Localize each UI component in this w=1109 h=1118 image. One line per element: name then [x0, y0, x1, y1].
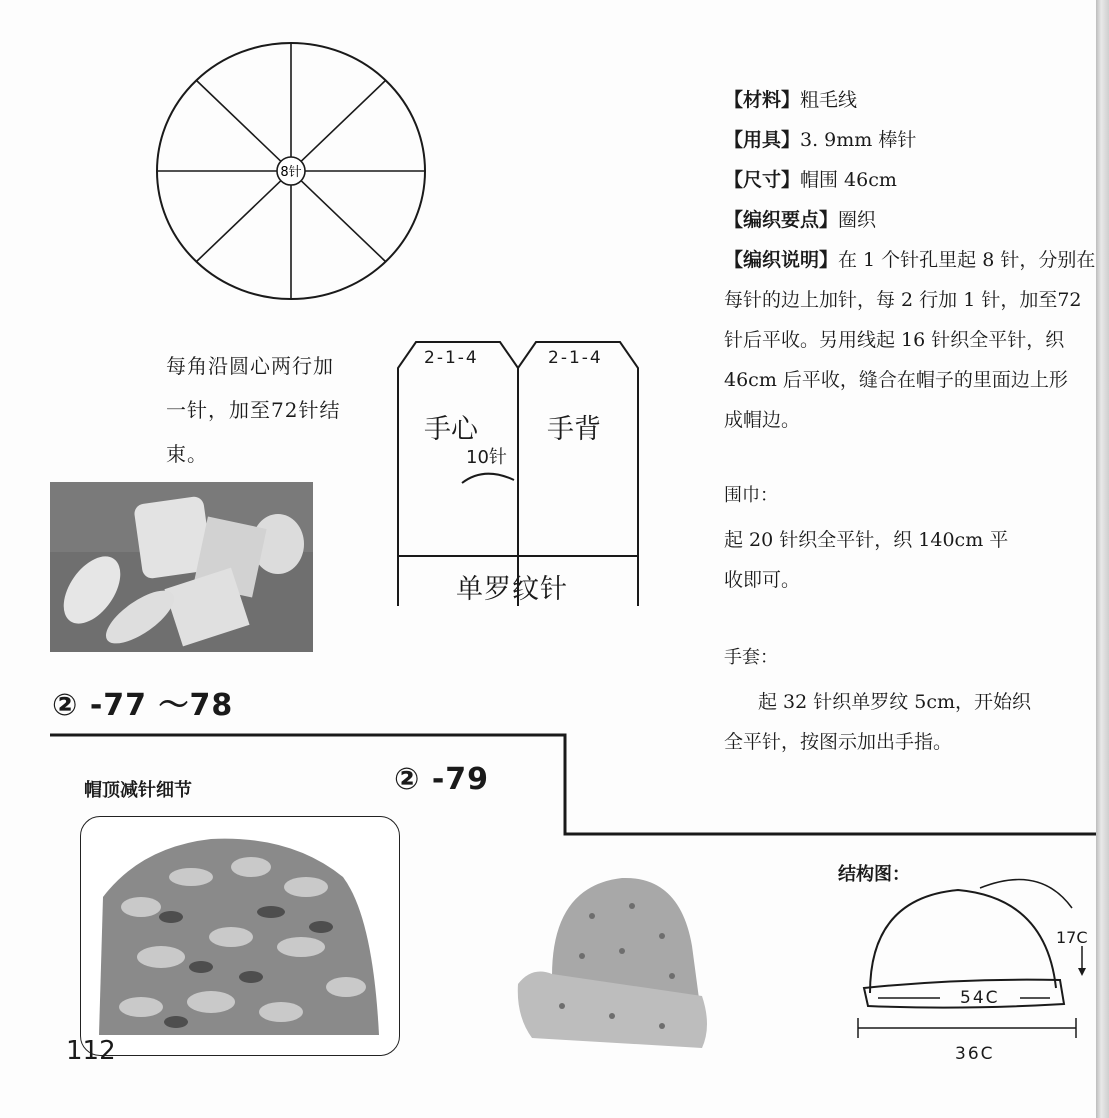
instructions-line: 成帽边。 [724, 409, 801, 431]
side-length-label: 17C [1056, 928, 1088, 947]
scarf-line: 起 20 针织全平针，织 140cm 平 [724, 529, 1009, 551]
crown-detail-caption: 帽顶减针细节 [84, 780, 192, 801]
gloves-title: 手套： [724, 647, 778, 668]
section-number-77-78: ② -77 ～78 [52, 688, 234, 723]
palm-label: 手心 [424, 414, 478, 445]
knit-hat-photo [512, 866, 717, 1052]
tools-row [724, 120, 1096, 160]
specs-block [724, 80, 1096, 440]
scarf-title: 围巾： [724, 485, 778, 506]
note-line: 一针，加至72针结 [166, 398, 341, 422]
right-increase-code: 2-1-4 [548, 348, 603, 368]
circumference-label: 54C [960, 988, 1000, 1008]
scarf-section [724, 482, 1084, 600]
note-line: 束。 [166, 442, 208, 466]
hat-structure-diagram [850, 868, 1090, 1064]
instructions-line: 针后平收。另用线起 16 针织全平针，织 [724, 329, 1065, 351]
scarf-line: 收即可。 [724, 569, 801, 591]
points-row [724, 200, 1096, 240]
material-row [724, 80, 1096, 120]
gloves-line: 全平针，按图示加出手指。 [724, 731, 953, 753]
instructions-label: 【编织说明】 [724, 249, 839, 271]
instructions-line: 每针的边上加针，每 2 行加 1 针，加至72 [724, 289, 1082, 311]
crown-detail-photo [81, 817, 399, 1055]
note-line: 每角沿圆心两行加 [166, 354, 334, 378]
tools-value: 3. 9mm 棒针 [800, 129, 917, 151]
size-row [724, 160, 1096, 200]
page-number: 112 [66, 1036, 116, 1066]
material-value: 粗毛线 [800, 89, 858, 111]
thumb-stitch-label: 10针 [466, 447, 507, 468]
hat-increase-note [166, 344, 376, 476]
back-of-hand-label: 手背 [547, 414, 601, 445]
book-spine-shadow [1096, 0, 1109, 1118]
material-label: 【材料】 [724, 89, 801, 111]
size-value: 帽围 46cm [800, 169, 897, 191]
width-label: 36C [955, 1044, 995, 1064]
instructions-line: 在 1 个针孔里起 8 针，分别在 [838, 249, 1096, 271]
crown-detail-frame [80, 816, 400, 1056]
tools-label: 【用具】 [724, 129, 801, 151]
cuff-rib-label: 单罗纹针 [456, 574, 568, 605]
instructions-line: 46cm 后平收，缝合在帽子的里面边上形 [724, 369, 1068, 391]
gloves-line: 起 32 针织单罗纹 5cm，开始织 [758, 691, 1032, 713]
center-stitch-label: 8针 [280, 165, 302, 180]
structure-title: 结构图： [838, 864, 910, 885]
left-increase-code: 2-1-4 [424, 348, 479, 368]
knitted-set-photo [50, 482, 313, 652]
points-label: 【编织要点】 [724, 209, 839, 231]
points-value: 圈织 [838, 209, 877, 231]
size-label: 【尺寸】 [724, 169, 801, 191]
instructions-row [724, 240, 1096, 280]
hat-crown-circle-diagram [150, 38, 435, 303]
section-number-79: ② -79 [394, 762, 490, 797]
